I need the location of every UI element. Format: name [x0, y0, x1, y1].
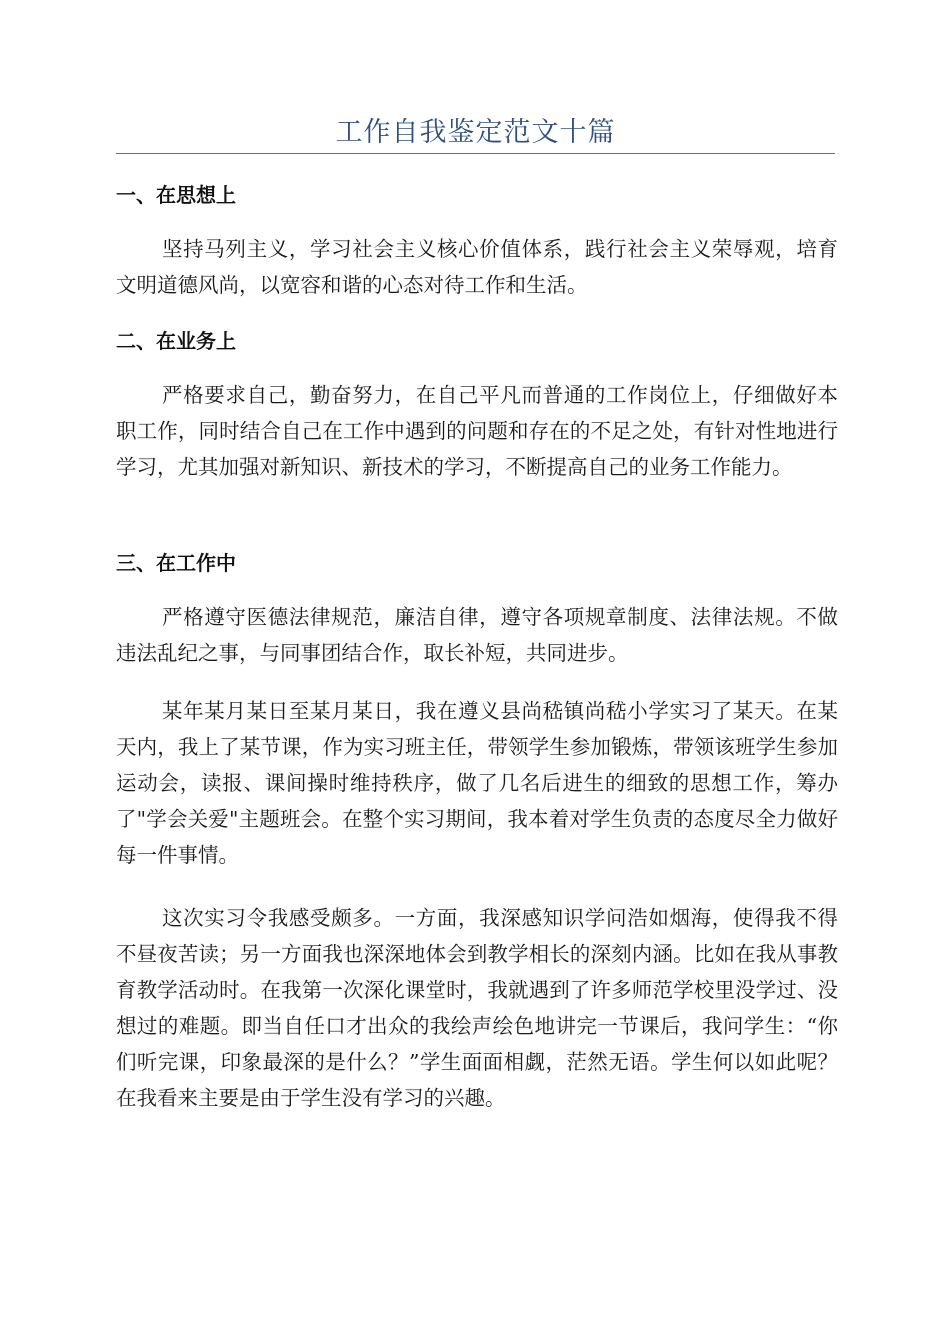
section-paragraph-business: 严格要求自己，勤奋努力，在自己平凡而普通的工作岗位上，仔细做好本职工作，同时结合自己在工作中遇到的问题和存在的不足之处，有针对性地进行学习，尤其加强对新知识、新技术的学习，不断提高自己的业务工作能力。 [116, 383, 838, 479]
title-block [116, 110, 835, 156]
section-paragraph-thought: 坚持马列主义，学习社会主义核心价值体系，践行社会主义荣辱观，培育文明道德风尚，以宽容和谐的心态对待工作和生活。 [116, 237, 838, 297]
section-heading-business: 二、在业务上 [116, 329, 236, 353]
page-title: 工作自我鉴定范文十篇 [335, 117, 616, 148]
body-paragraph-reflection: 这次实习令我感受颇多。一方面，我深感知识学问浩如烟海，使得我不得不昼夜苦读；另一方面我也深深地体会到教学相长的深刻内涵。比如在我从事教育教学活动时。在我第一次深化课堂时，我就遇到了许多师范学校里没学过、没想过的难题。即当自任口才出众的我绘声绘色地讲完一节课后，我问学生：“你们听完课，印象最深的是什么？”学生面面相觑，茫然无语。学生何以如此呢？在我看来主要是由于学生没有学习的兴趣。 [116, 906, 838, 1110]
title-underline [116, 153, 835, 154]
section-paragraph-work: 严格遵守医德法律规范，廉洁自律，遵守各项规章制度、法律法规。不做违法乱纪之事，与同事团结合作，取长补短，共同进步。 [116, 605, 838, 665]
section-heading-work: 三、在工作中 [116, 551, 236, 575]
section-heading-thought: 一、在思想上 [116, 183, 236, 207]
body-paragraph-internship: 某年某月某日至某月某日，我在遵义县尚嵇镇尚嵇小学实习了某天。在某天内，我上了某节课，作为实习班主任，带领学生参加锻炼，带领该班学生参加运动会，读报、课间操时维持秩序，做了几名后进生的细致的思想工作，筹办了"学会关爱"主题班会。在整个实习期间，我本着对学生负责的态度尽全力做好每一件事情。 [116, 699, 838, 867]
